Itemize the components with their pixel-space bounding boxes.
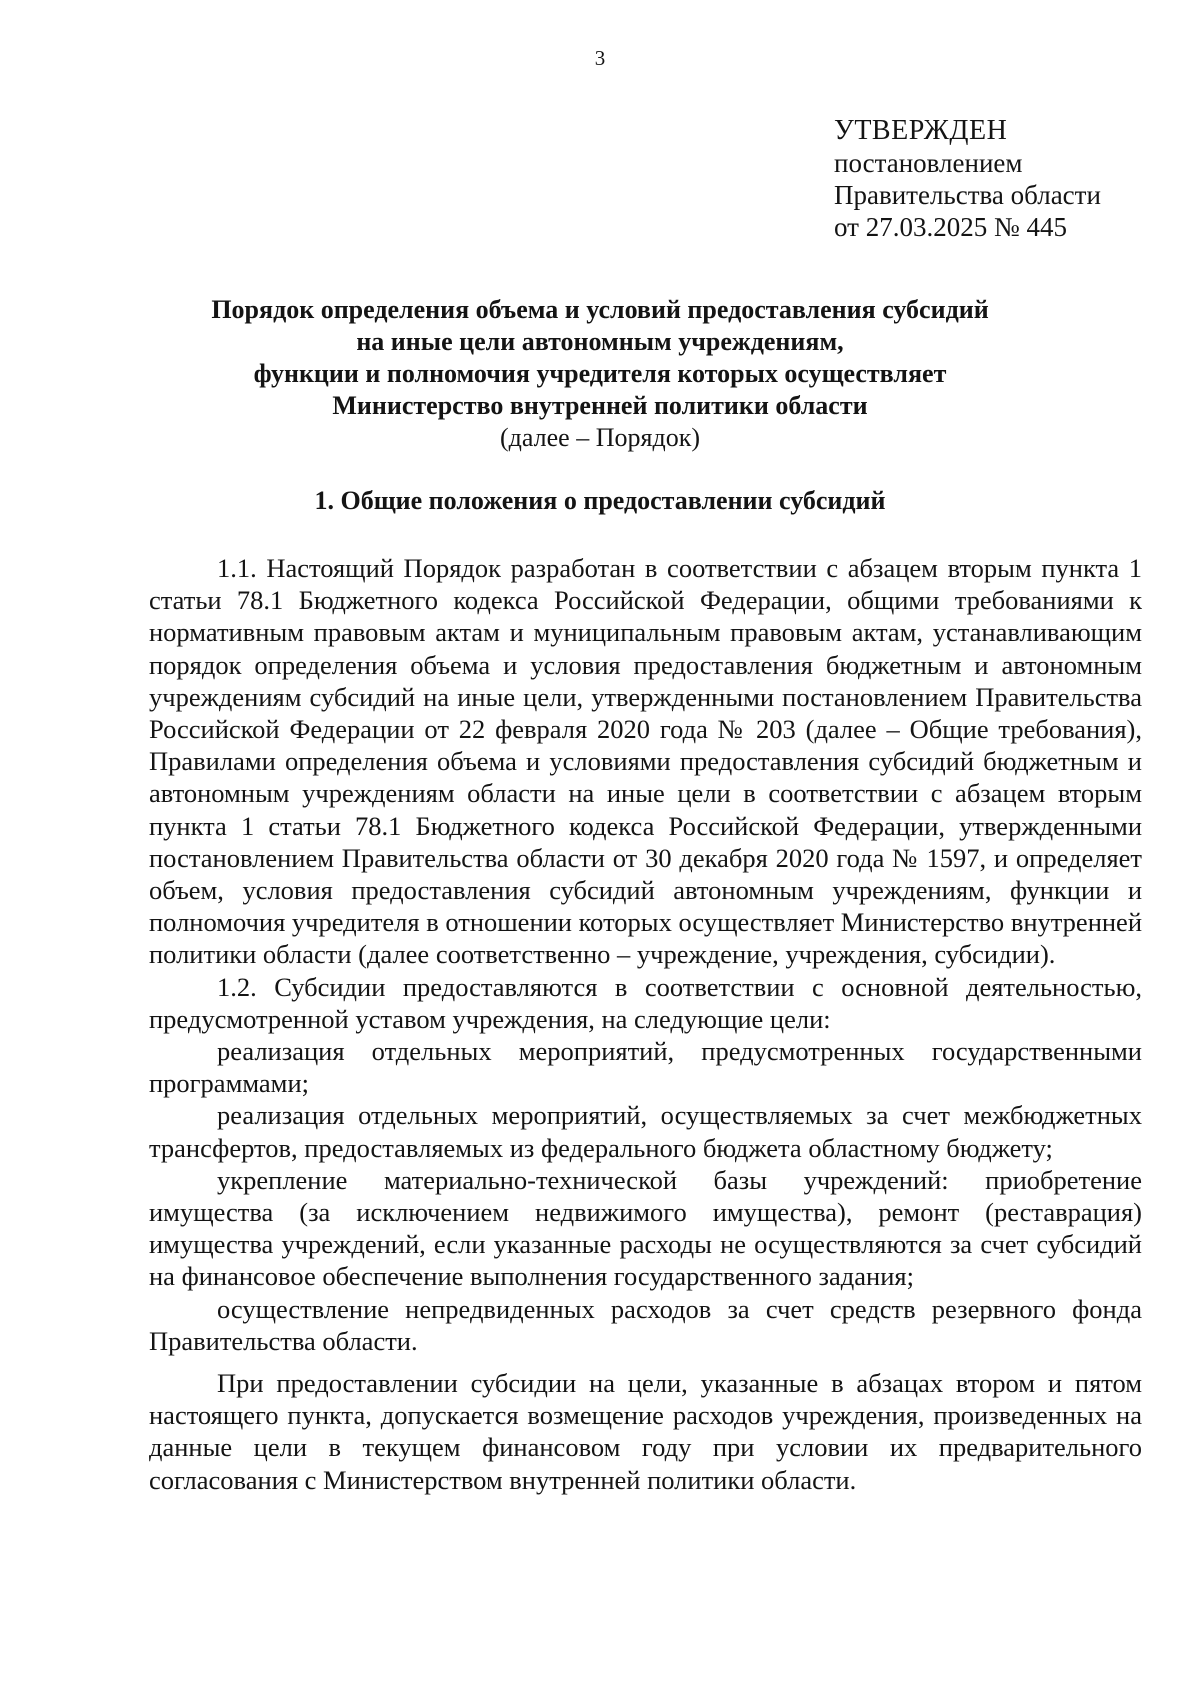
title-subline: (далее – Порядок) — [500, 423, 700, 452]
paragraph: реализация отдельных мероприятий, осуществляемых за счет межбюджетных трансфертов, предоставляемых из федерального бюджета областному бюджету; — [149, 1100, 1142, 1163]
title-line: на иные цели автономным учреждениям, — [356, 327, 844, 356]
paragraph: 1.2. Субсидии предоставляются в соответствии с основной деятельностью, предусмотренной уставом учреждения, на следующие цели: — [149, 971, 1142, 1034]
paragraph: 1.1. Настоящий Порядок разработан в соответствии с абзацем вторым пункта 1 статьи 78.1 Бюджетного кодекса Российской Федерации, общими требованиями к нормативным правовым актам и муниципальным правовым актам, устанавливающим порядок определения объема и условия предоставления бюджетным и автономным учреждениям субсидий на иные цели, утвержденными постановлением Правительства Российской Федерации от 22 февраля 2020 года № 203 (далее – Общие требования), Правилами определения объема и условиями предоставления субсидий бюджетным и автономным учреждениям области на иные цели в соответствии с абзацем вторым пункта 1 статьи 78.1 Бюджетного кодекса Российской Федерации, утвержденными постановлением Правительства области от 30 декабря 2020 года № 1597, и определяет объем, условия предоставления субсидий автономным учреждениям, функции и полномочия учредителя в отношении которых осуществляет Министерство внутренней политики области (далее соответственно – учреждение, учреждения, субсидии). — [149, 553, 1142, 970]
approval-stamp-block — [834, 115, 1101, 243]
paragraph: реализация отдельных мероприятий, предусмотренных государственными программами; — [149, 1036, 1142, 1099]
paragraph: осуществление непредвиденных расходов за счет средств резервного фонда Правительства области. — [149, 1293, 1142, 1356]
paragraph: При предоставлении субсидии на цели, указанные в абзацах втором и пятом настоящего пункта, допускается возмещение расходов учреждения, произведенных на данные цели в текущем финансовом году при условии их предварительного согласования с Министерством внутренней политики области. — [149, 1368, 1142, 1495]
approval-heading: УТВЕРЖДЕН — [834, 115, 1008, 146]
approval-line: Правительства области — [834, 180, 1101, 210]
title-line: функции и полномочия учредителя которых осуществляет — [253, 359, 947, 388]
approval-line: постановлением — [834, 148, 1023, 178]
approval-date-number: от 27.03.2025 № 445 — [834, 212, 1067, 242]
title-line: Министерство внутренней политики области — [332, 391, 868, 420]
section-heading: 1. Общие положения о предоставлении субсидий — [314, 486, 886, 515]
document-title — [150, 294, 1050, 454]
page-number: 3 — [594, 46, 606, 70]
section-body — [149, 552, 1142, 1496]
title-line: Порядок определения объема и условий предоставления субсидий — [211, 295, 989, 324]
paragraph: укрепление материально-технической базы учреждений: приобретение имущества (за исключением недвижимого имущества), ремонт (реставрация) имущества учреждений, если указанные расходы не осуществляются за счет субсидий на финансовое обеспечение выполнения государственного задания; — [149, 1164, 1142, 1292]
